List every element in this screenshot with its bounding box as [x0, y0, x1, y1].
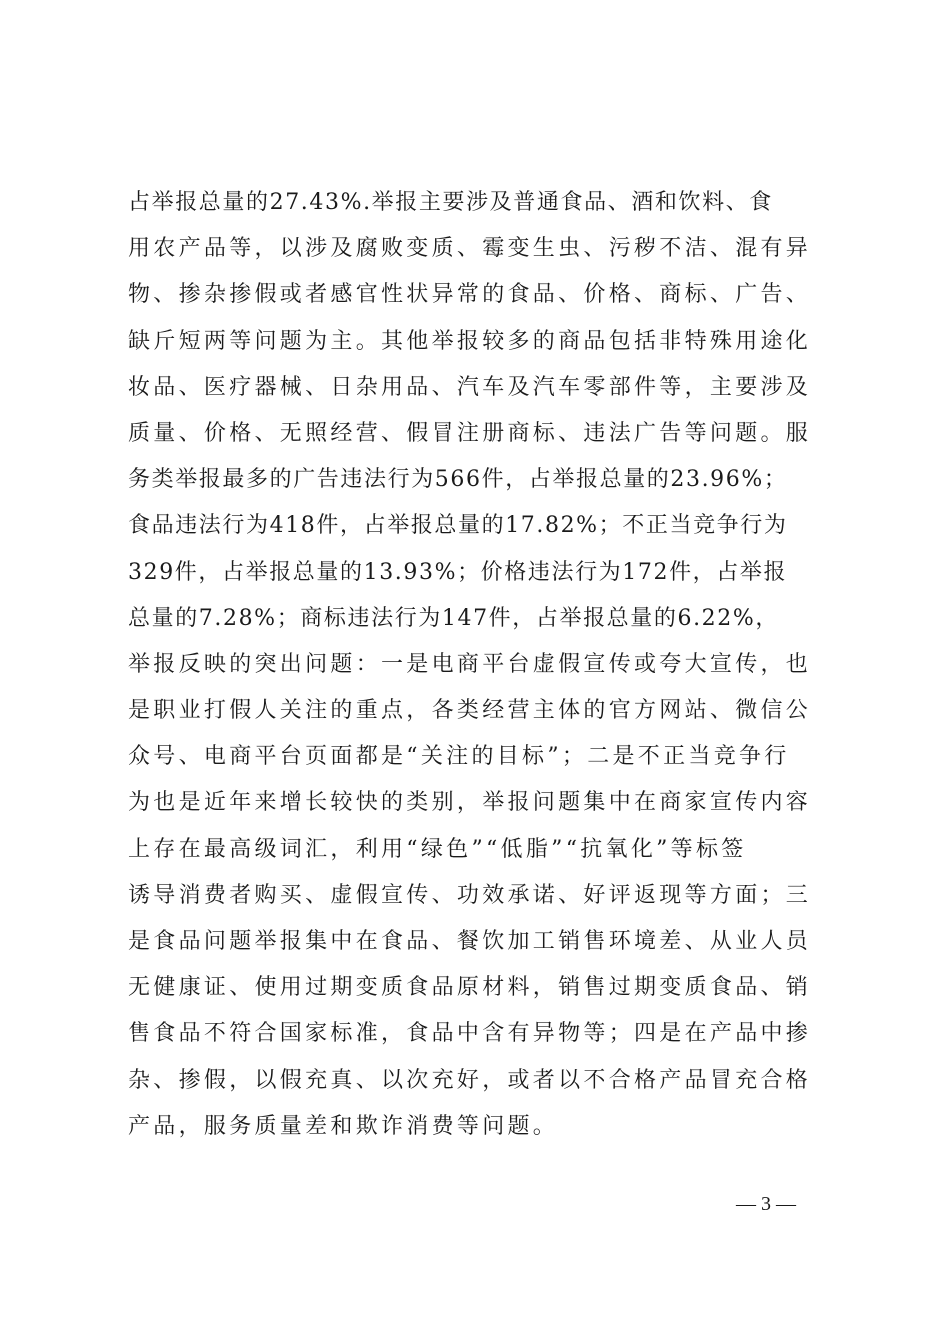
text-line: 妆品、医疗器械、日杂用品、汽车及汽车零部件等，主要涉及 [128, 374, 812, 400]
text-line: 总量的7.28%；商标违法行为147件，占举报总量的6.22%， [128, 605, 779, 631]
text-line: 无健康证、使用过期变质食品原材料，销售过期变质食品、销 [128, 975, 812, 1001]
text-line: 上存在最高级词汇，利用“绿色”“低脂”“抗氧化”等标签 [128, 836, 747, 862]
text-line: 杂、掺假，以假充真、以次充好，或者以不合格产品冒充合格 [128, 1067, 812, 1093]
text-line: 诱导消费者购买、虚假宣传、功效承诺、好评返现等方面；三 [128, 882, 812, 908]
text-line: 物、掺杂掺假或者感官性状异常的食品、价格、商标、广告、 [128, 282, 812, 308]
text-line: 众号、电商平台页面都是“关注的目标”；二是不正当竞争行 [128, 744, 790, 770]
body-text [128, 180, 828, 1150]
page-number: — 3 — [736, 1193, 796, 1215]
text-line: 占举报总量的27.43%.举报主要涉及普通食品、酒和饮料、食 [128, 190, 773, 215]
text-line: 缺斤短两等问题为主。其他举报较多的商品包括非特殊用途化 [128, 328, 812, 354]
text-line: 食品违法行为418件，占举报总量的17.82%；不正当竞争行为 [128, 513, 788, 539]
text-line: 产品，服务质量差和欺诈消费等问题。 [128, 1113, 559, 1139]
text-line: 为也是近年来增长较快的类别，举报问题集中在商家宣传内容 [128, 790, 812, 816]
text-line: 是食品问题举报集中在食品、餐饮加工销售环境差、从业人员 [128, 929, 812, 954]
text-line: 是职业打假人关注的重点，各类经营主体的官方网站、微信公 [128, 698, 812, 724]
text-line: 售食品不符合国家标准，食品中含有异物等；四是在产品中掺 [128, 1021, 812, 1047]
text-line: 质量、价格、无照经营、假冒注册商标、违法广告等问题。服 [128, 420, 812, 446]
text-line: 举报反映的突出问题：一是电商平台虚假宣传或夸大宣传，也 [128, 651, 812, 677]
text-line: 用农产品等，以涉及腐败变质、霉变生虫、污秽不洁、混有异 [128, 236, 812, 262]
text-line: 329件，占举报总量的13.93%；价格违法行为172件，占举报 [128, 559, 788, 585]
text-line: 务类举报最多的广告违法行为566件，占举报总量的23.96%； [128, 467, 788, 493]
